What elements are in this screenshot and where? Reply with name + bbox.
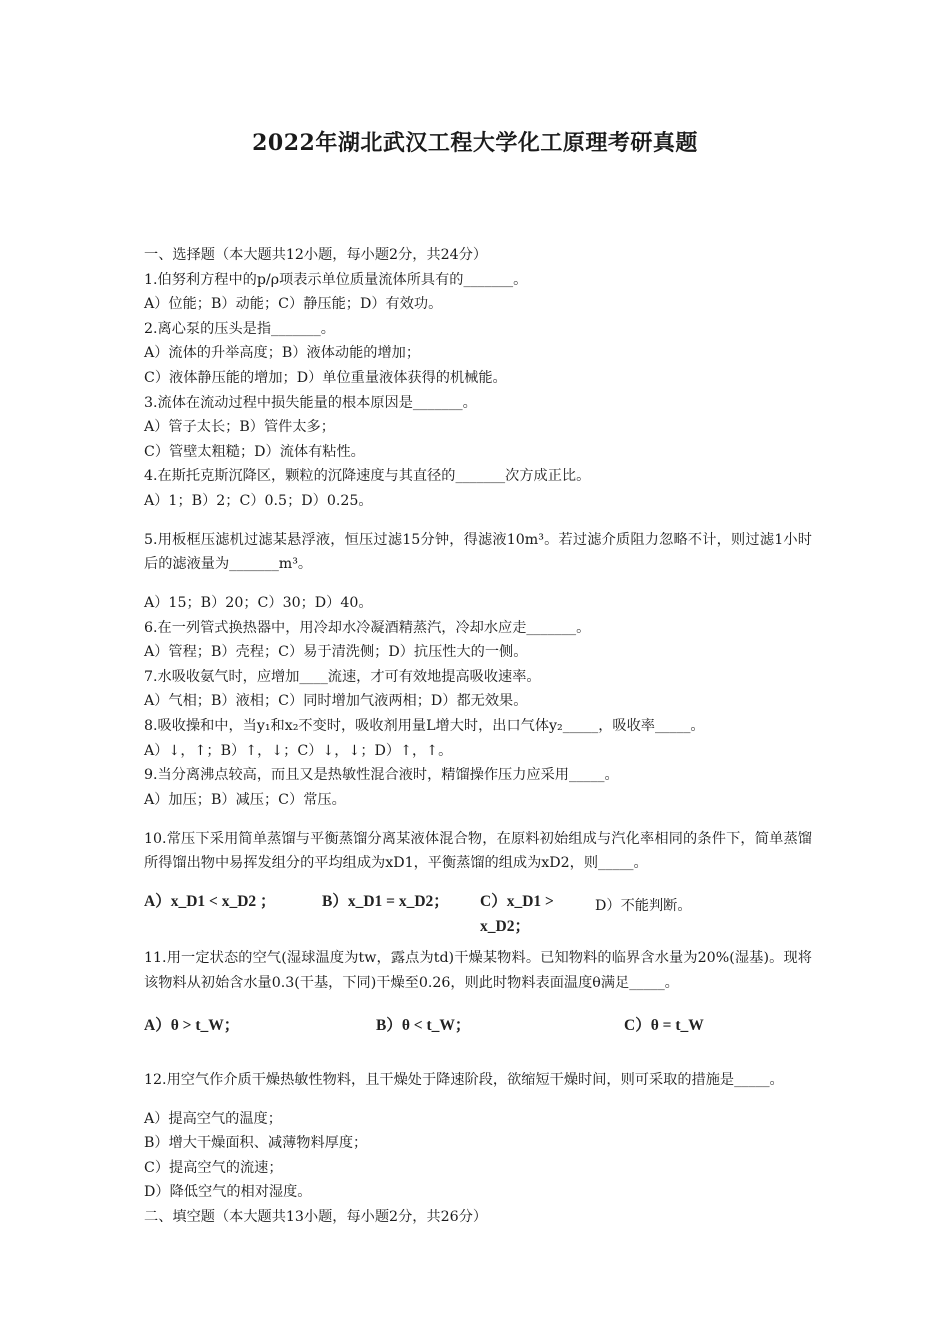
document-body	[144, 243, 812, 1230]
question-5-options: A）15；B）20；C）30；D）40。	[144, 595, 373, 612]
question-11: 11.用一定状态的空气(湿球温度为tw，露点为td)干燥某物料。已知物料的临界含水量为20%(湿基)。现将该物料从初始含水量0.3(干基，下同)干燥至0.26，则此时物料表面温度θ满足_____。	[144, 950, 812, 991]
section-header: 一、选择题（本大题共12小题，每小题2分，共24分）	[144, 247, 488, 263]
question-12-option-b: B）增大干燥面积、减薄物料厚度；	[144, 1135, 368, 1152]
question-2: 2.离心泵的压头是指_______。	[144, 320, 335, 337]
q10-option-c: C）x_D1 > x_D2；	[480, 893, 554, 935]
question-5: 5.用板框压滤机过滤某悬浮液，恒压过滤15分钟，得滤液10m³。若过滤介质阻力忽略不计，则过滤1小时后的滤液量为_______m³。	[144, 531, 812, 573]
q11-option-b: B）θ < t_W；	[376, 1017, 471, 1035]
question-8: 8.吸收操和中，当y₁和x₂不变时，吸收剂用量L增大时，出口气体y₂_____，吸收率_____。	[144, 718, 705, 735]
question-7: 7.水吸收氨气时，应增加____流速，才可有效地提高吸收速率。	[144, 668, 541, 685]
question-10-options	[144, 890, 812, 935]
question-9: 9.当分离沸点较高，而且又是热敏性混合液时，精馏操作压力应采用_____。	[144, 767, 619, 784]
q10-option-a: A）x_D1 < x_D2 ；	[144, 893, 276, 910]
spacer	[144, 1044, 812, 1054]
question-9-options: A）加压；B）减压；C）常压。	[144, 791, 346, 808]
question-11-options	[144, 1010, 812, 1044]
question-4: 4.在斯托克斯沉降区，颗粒的沉降速度与其直径的_______次方成正比。	[144, 468, 591, 485]
question-12: 12.用空气作介质干燥热敏性物料，且干燥处于降速阶段，欲缩短干燥时间，则可采取的措施是_____。	[144, 1071, 784, 1088]
question-12-option-c: C）提高空气的流速；	[144, 1159, 283, 1176]
question-10: 10.常压下采用简单蒸馏与平衡蒸馏分离某液体混合物，在原料初始组成与汽化率相同的条件下，简单蒸馏所得馏出物中易挥发组分的平均组成为xD1，平衡蒸馏的组成为xD2，则_____。	[144, 830, 812, 872]
question-4-options: A）1；B）2；C）0.5；D）0.25。	[144, 492, 373, 509]
page-title: 2022年湖北武汉工程大学化工原理考研真题	[252, 130, 698, 156]
question-1-options: A）位能；B）动能；C）静压能；D）有效功。	[144, 296, 443, 313]
section-header: 二、填空题（本大题共13小题，每小题2分，共26分）	[144, 1208, 488, 1225]
question-2-options: A）流体的升举高度；B）液体动能的增加；	[144, 345, 421, 362]
question-7-options: A）气相；B）液相；C）同时增加气液两相；D）都无效果。	[144, 693, 528, 710]
question-1: 1.伯努利方程中的p/ρ项表示单位质量流体所具有的_______。	[144, 271, 528, 288]
question-8-options: A）↓，↑；B）↑，↓；C）↓，↓；D）↑，↑。	[144, 742, 453, 759]
question-3-options: C）管壁太粗糙；D）流体有粘性。	[144, 443, 365, 460]
question-3-options: A）管子太长；B）管件太多；	[144, 419, 335, 436]
q10-option-d: D）不能判断。	[595, 898, 692, 914]
question-2-options: C）液体静压能的增加；D）单位重量液体获得的机械能。	[144, 369, 507, 386]
question-12-option-d: D）降低空气的相对湿度。	[144, 1184, 312, 1201]
question-12-option-a: A）提高空气的温度；	[144, 1110, 282, 1127]
spacer	[144, 922, 812, 932]
question-6-options: A）管程；B）壳程；C）易于清洗侧；D）抗压性大的一侧。	[144, 644, 528, 661]
question-6: 6.在一列管式换热器中，用冷却水冷凝酒精蒸汽，冷却水应走_______。	[144, 619, 591, 636]
question-3: 3.流体在流动过程中损失能量的根本原因是_______。	[144, 394, 477, 411]
q11-option-a: A）θ > t_W；	[144, 1017, 240, 1035]
q11-option-c: C）θ = t_W	[624, 1017, 704, 1035]
q10-option-b: B）x_D1 = x_D2；	[322, 893, 449, 910]
